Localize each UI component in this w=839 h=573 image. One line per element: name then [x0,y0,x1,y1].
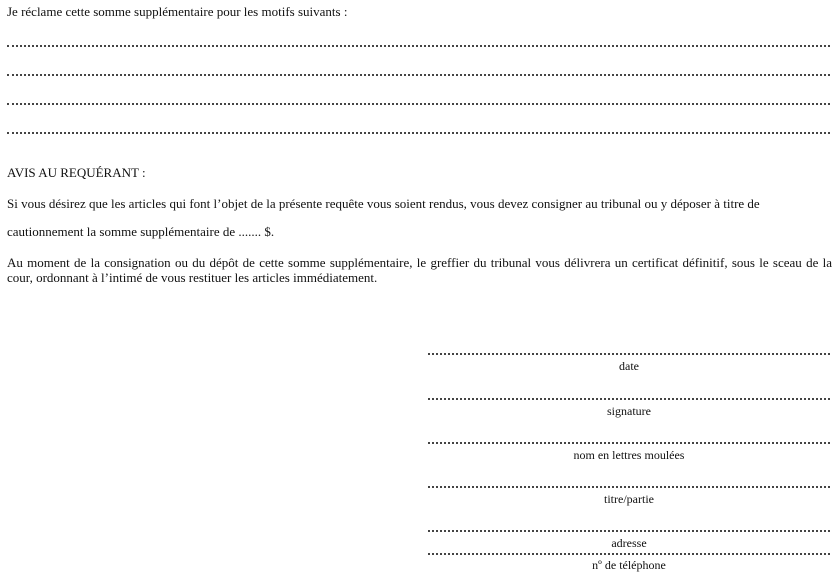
date-line[interactable] [428,353,830,355]
reason-line-4[interactable] [7,132,830,134]
date-label: date [619,359,639,373]
signature-label: signature [607,404,651,418]
phone-line[interactable] [428,553,830,555]
address-line[interactable] [428,530,830,532]
notice-paragraph-2: Au moment de la consignation ou du dépôt de cette somme supplémentaire, le greffier du tribunal vous délivrera un certificat définitif, sous le sceau de la cour, ordonnant à l’intimé de vous restituer les articles immédiatement. [7,255,832,285]
reason-line-3[interactable] [7,103,830,105]
notice-heading: AVIS AU REQUÉRANT : [7,165,146,180]
reason-line-1[interactable] [7,45,830,47]
printed-name-label: nom en lettres moulées [573,448,685,462]
claim-intro: Je réclame cette somme supplémentaire pour les motifs suivants : [7,4,348,19]
phone-label: nº de téléphone [592,558,666,572]
notice-paragraph-1-line-2: cautionnement la somme supplémentaire de ....... $. [7,224,275,239]
signature-line[interactable] [428,398,830,400]
notice-paragraph-1-line-1: Si vous désirez que les articles qui font l’objet de la présente requête vous soient rendus, vous devez consigner au tribunal ou y déposer à titre de [7,196,760,211]
printed-name-line[interactable] [428,442,830,444]
title-party-line[interactable] [428,486,830,488]
address-label: adresse [611,536,647,550]
reason-line-2[interactable] [7,74,830,76]
title-party-label: titre/partie [604,492,654,506]
